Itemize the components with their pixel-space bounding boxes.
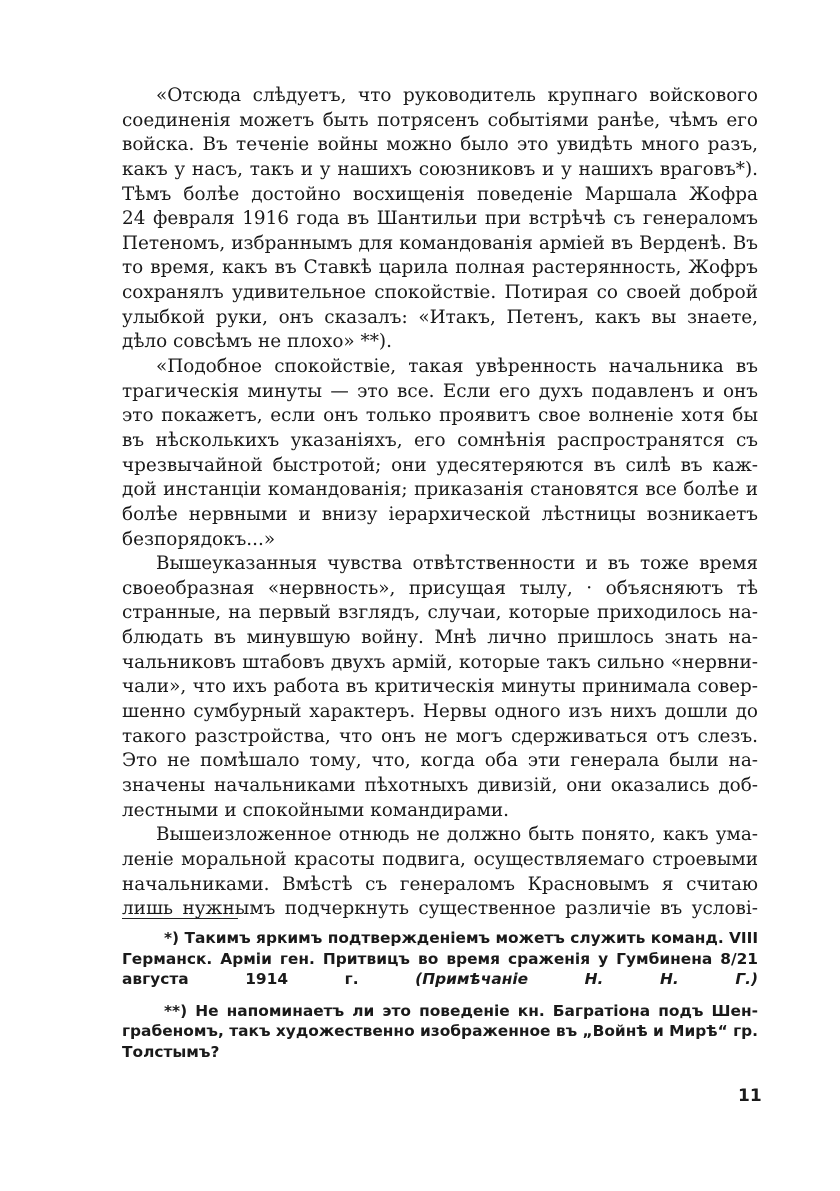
text-line: трагическія минуты — это все. Если его духъ подавленъ и онъ xyxy=(122,380,758,402)
text-line: Вышеуказанныя чувства отвѣтственности и въ тоже время xyxy=(156,553,758,575)
text-line: чрезвычайной быстротой; они удесятеряются въ силѣ въ каж- xyxy=(122,454,758,476)
text-line: шенно сумбурный характеръ. Нервы одного изъ нихъ дошли до xyxy=(122,701,758,723)
text-line: дѣло совсѣмъ не плохо» **). xyxy=(122,331,392,353)
text-line: такого разстройства, что онъ не могъ сдерживаться отъ слезъ. xyxy=(122,725,758,747)
footnote-1-source: (Примѣчаніе Н. Н. Г.) xyxy=(415,970,759,988)
text-line: это покажетъ, если онъ только проявитъ свое волненіе хотя бы xyxy=(122,405,758,427)
text-line: блюдать въ минувшую войну. Мнѣ лично пришлось знать на- xyxy=(122,627,758,649)
text-line: значены начальниками пѣхотныхъ дивизій, они оказались доб- xyxy=(122,774,758,796)
text-line: Тѣмъ болѣе достойно восхищенія поведеніе Маршала Жофра xyxy=(122,183,758,205)
footnote-1-line: *) Такимъ яркимъ подтвержденіемъ можетъ служить команд. VIII xyxy=(164,929,759,947)
text-line: безпорядокъ...» xyxy=(122,528,276,550)
text-line: болѣе нервными и внизу іерархической лѣстницы возникаетъ xyxy=(122,503,758,525)
text-line: чали», что ихъ работа въ критическія минуты принимала совер- xyxy=(122,676,758,698)
text-line: сохранялъ удивительное спокойствіе. Потирая со своей доброй xyxy=(122,282,758,304)
text-line: лестными и спокойными командирами. xyxy=(122,799,510,821)
footnotes xyxy=(122,928,758,1062)
footnote-1-line: Германск. Арміи ген. Притвицъ во время сраженія у Гумбинена 8/21 xyxy=(122,949,758,968)
text-line: улыбкой руки, онъ сказалъ: «Итакъ, Петенъ, какъ вы знаете, xyxy=(122,306,758,328)
main-text xyxy=(122,84,758,922)
text-line: какъ у насъ, такъ и у нашихъ союзниковъ и у нашихъ враговъ*). xyxy=(122,158,758,180)
text-line: войска. Въ теченіе войны можно было это увидѣть много разъ, xyxy=(122,134,758,156)
text-line: дой инстанціи командованія; приказанія становятся все болѣе и xyxy=(122,479,758,501)
text-line: Петеномъ, избраннымъ для командованія арміей въ Верденѣ. Въ xyxy=(122,232,758,254)
text-line: леніе моральной красоты подвига, осуществляемаго строевыми xyxy=(122,848,758,870)
text-line: Это не помѣшало тому, что, когда оба эти генерала были на- xyxy=(122,750,758,772)
footnote-2-line: Толстымъ? xyxy=(122,1042,220,1061)
text-line: то время, какъ въ Ставкѣ царила полная растерянность, Жофръ xyxy=(122,257,758,279)
text-line: чальниковъ штабовъ двухъ армій, которые такъ сильно «нервни- xyxy=(122,651,758,673)
footnote-2-line: **) Не напоминаетъ ли это поведеніе кн. Багратіона подъ Шен- xyxy=(164,1001,758,1020)
text-line: «Отсюда слѣдуетъ, что руководитель крупнаго войскового xyxy=(156,85,758,106)
footnote-1-line xyxy=(122,969,758,990)
text-line: странные, на первый взглядъ, случаи, которые приходилось на- xyxy=(122,602,758,624)
text-line: «Подобное спокойствіе, такая увѣренность начальника въ xyxy=(156,356,758,378)
text-line: Вышеизложенное отнюдь не должно быть понято, какъ ума- xyxy=(156,824,758,846)
text-line: лишь нужнымъ подчеркнуть существенное различіе въ услові- xyxy=(122,898,758,920)
text-line: своеобразная «нервность», присущая тылу, · объясняютъ тѣ xyxy=(122,577,758,599)
text-line: соединенія можетъ быть потрясенъ событіями ранѣе, чѣмъ его xyxy=(122,109,758,131)
footnote-divider xyxy=(122,918,238,919)
footnote-2-line: грабеномъ, такъ художественно изображенное въ „Войнѣ и Мирѣ“ гр. xyxy=(122,1022,758,1040)
text-line: 24 февраля 1916 года въ Шантильи при встрѣчѣ съ генераломъ xyxy=(122,208,758,230)
text-line: въ нѣсколькихъ указаніяхъ, его сомнѣнія распространятся съ xyxy=(122,429,758,451)
footnote-1-text: августа 1914 г. xyxy=(122,970,359,988)
text-line: начальниками. Вмѣстѣ съ генераломъ Красновымъ я считаю xyxy=(122,873,758,895)
page-number: 11 xyxy=(738,1086,762,1106)
